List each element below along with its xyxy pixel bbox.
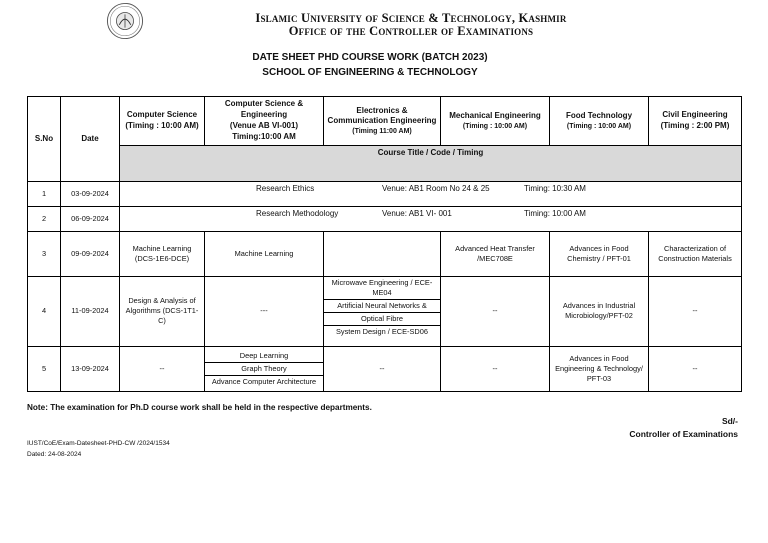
reference-number: IUST/CoE/Exam-Datesheet-PHD-CW /2024/1534 [27,440,170,447]
header-cse-venue: (Venue AB VI-001) [229,121,299,131]
datesheet-table [27,96,742,392]
ece-course-item: Microwave Engineering / ECE-ME04 [324,277,440,300]
row-date: 11-09-2024 [61,276,120,346]
cse-course: --- [205,276,324,346]
header-food-name: Food Technology [565,110,633,120]
row-date: 06-09-2024 [61,207,120,232]
header-food-technology [550,97,649,146]
university-name: Islamic University of Science & Technology, Kashmir [255,11,567,25]
ece-course-item: Artificial Neural Networks & [324,300,440,313]
header-cse-timing: Timing:10:00 AM [232,131,296,141]
cs-course: Machine Learning (DCS-1E6-DCE) [120,232,205,276]
header-civil: Civil Engineering (Timing : 2:00 PM) [649,97,742,146]
course-timing: Timing: 10:00 AM [524,209,586,219]
date-issued: Dated: 24-08-2024 [27,451,82,458]
cse-course: Machine Learning [205,232,324,276]
row-sno: 2 [28,207,61,232]
office-name: Office of the Controller of Examinations [288,24,534,38]
note: Note: The examination for Ph.D course work shall be held in the respective departments. [27,403,372,412]
university-logo [106,2,144,40]
civil-course: Characterization of Construction Materials [649,232,742,276]
school-name: SCHOOL OF ENGINEERING & TECHNOLOGY [262,67,478,78]
signatory: Controller of Examinations [629,429,738,439]
common-course-cell [120,182,742,207]
header-mech-name: Mechanical Engineering [449,110,541,120]
header-food-timing: (Timing : 10:00 AM) [566,122,632,130]
cse-course-item: Advance Computer Architecture [211,376,317,386]
cs-course: -- [120,346,205,391]
row-sno: 3 [28,232,61,276]
mech-course: -- [441,276,550,346]
food-course: Advances in Industrial Microbiology/PFT-02 [550,276,649,346]
header-computer-science: Computer Science (Timing : 10:00 AM) [120,97,205,146]
cse-course-item: Deep Learning [205,350,323,363]
civil-course: -- [649,346,742,391]
course-title: Research Methodology [256,209,339,219]
cse-course-stack [205,346,324,391]
header-ece-timing: (Timing 11:00 AM) [352,128,412,136]
common-course-cell [120,207,742,232]
cse-course-item: Graph Theory [205,363,323,376]
datesheet-title: DATE SHEET PHD COURSE WORK (BATCH 2023) [252,52,488,63]
ece-course-item: System Design / ECE-SD06 [335,326,428,336]
food-course: Advances in Food Engineering & Technology/ PFT-03 [550,346,649,391]
ece-course: -- [324,346,441,391]
header-ece-name: Electronics & Communication Engineering [327,105,437,126]
ece-course-item: Optical Fibre [324,313,440,326]
row-date: 13-09-2024 [61,346,120,391]
course-timing: Timing: 10:30 AM [524,184,586,194]
civil-course: -- [649,276,742,346]
row-sno: 1 [28,182,61,207]
row-sno: 4 [28,276,61,346]
header-date: Date [61,97,120,182]
ece-course-stack [324,276,441,346]
row-sno: 5 [28,346,61,391]
header-mechanical [441,97,550,146]
course-subheader: Course Title / Code / Timing [120,146,742,182]
course-title: Research Ethics [256,184,315,194]
course-venue: Venue: AB1 Room No 24 & 25 [382,184,490,194]
mech-course: Advanced Heat Transfer /MEC708E [441,232,550,276]
course-venue: Venue: AB1 VI- 001 [382,209,452,219]
signature: Sd/- [721,416,738,426]
cs-course: Design & Analysis of Algorithms (DCS-1T1-C) [120,276,205,346]
header-sno: S.No [28,97,61,182]
header-cse-name: Computer Science & Engineering [224,99,304,120]
food-course: Advances in Food Chemistry / PFT-01 [550,232,649,276]
header-ece [324,97,441,146]
header-cse [205,97,324,146]
ece-course [324,232,441,276]
row-date: 03-09-2024 [61,182,120,207]
mech-course: -- [441,346,550,391]
header-mech-timing: (Timing : 10:00 AM) [462,122,528,130]
row-date: 09-09-2024 [61,232,120,276]
